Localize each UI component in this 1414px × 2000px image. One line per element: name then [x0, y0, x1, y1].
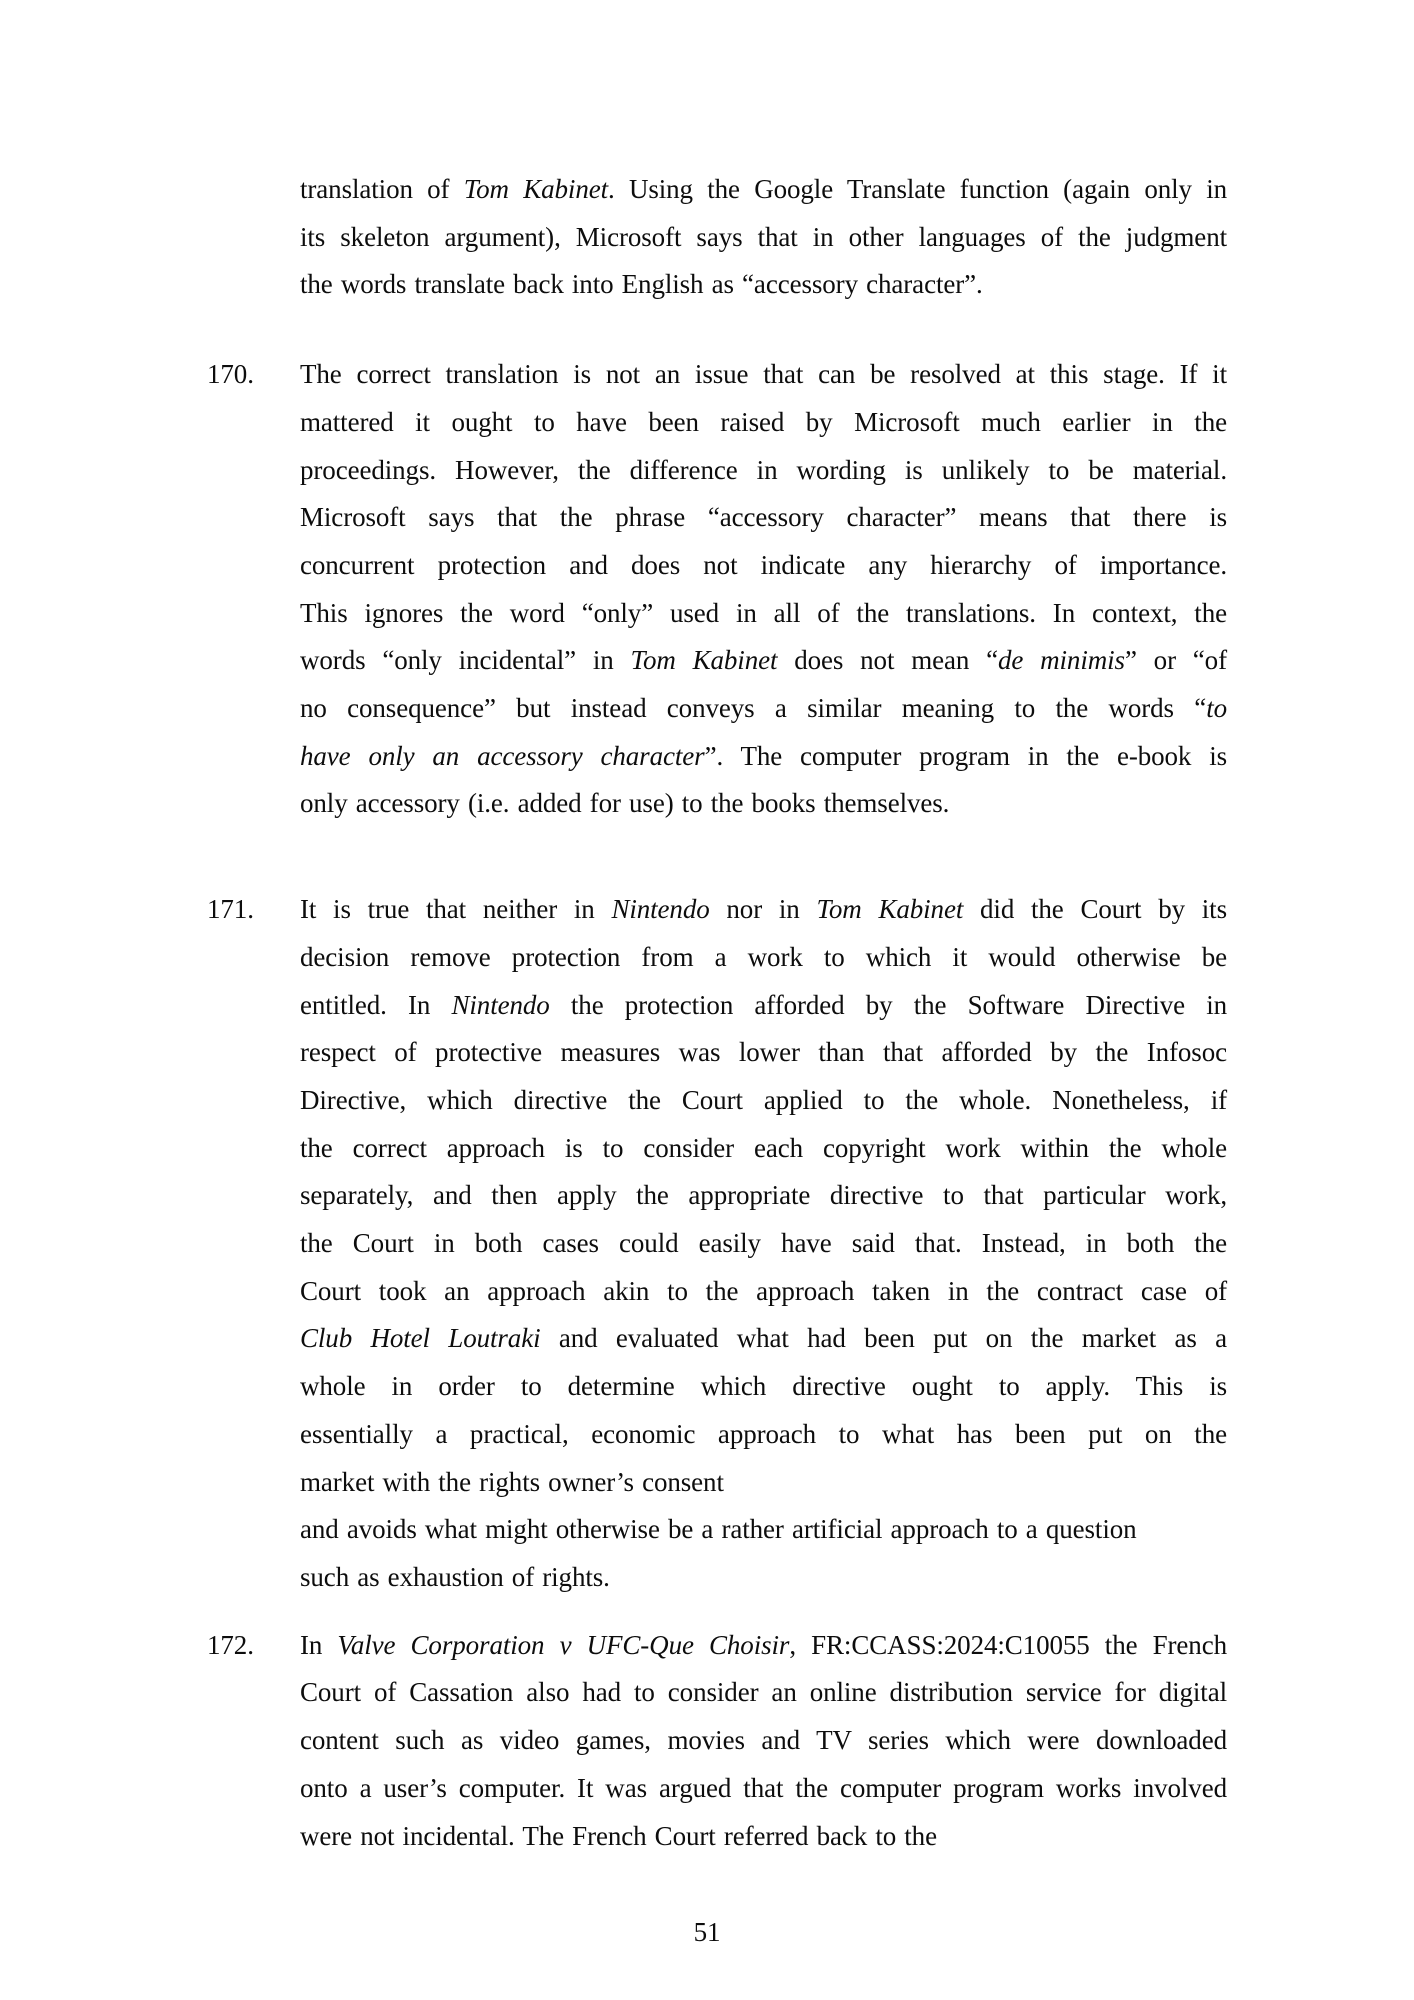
text-line [300, 1268, 1227, 1316]
text-line [300, 733, 1227, 781]
text-run: , FR:CCASS:2024:C10055 the French [789, 1629, 1227, 1660]
italic-case-name: Tom Kabinet [816, 894, 964, 925]
text-run: did the Court by its [963, 894, 1227, 925]
paragraph-number: 171. [207, 894, 254, 925]
text-line [300, 214, 1227, 262]
page-number: 51 [693, 1917, 721, 1947]
text-run: . Using the Google Translate function (again only in [608, 174, 1227, 204]
text-run: the Court in both cases could easily have said that. Instead, in both the [300, 1228, 1227, 1259]
italic-case-name: to [1206, 693, 1227, 724]
text-line [300, 261, 1227, 309]
text-run: Court of Cassation also had to consider an online distribution service for digital [300, 1677, 1227, 1708]
text-run: This ignores the word “only” used in all of the translations. In context, the [300, 597, 1227, 628]
text-line [300, 542, 1227, 590]
text-run: does not mean “ [777, 645, 998, 676]
text-run: and avoids what might otherwise be a rather artificial approach to a question [300, 1514, 1137, 1545]
text-run: It is true that neither in [300, 894, 612, 925]
italic-case-name: de minimis [998, 645, 1125, 676]
text-line [300, 1411, 1227, 1459]
numbered-paragraph [207, 886, 1227, 1602]
text-line [300, 1363, 1227, 1411]
text-line [300, 351, 1227, 399]
italic-case-name: have only an accessory character [300, 740, 705, 771]
text-run: Microsoft says that the phrase “accessory character” means that there is [300, 502, 1227, 533]
text-run: mattered it ought to have been raised by Microsoft much earlier in the [300, 406, 1227, 437]
text-run: content such as video games, movies and TV series which were downloaded [300, 1725, 1227, 1756]
text-run: the protection afforded by the Software Directive in [549, 989, 1227, 1020]
text-line [300, 1717, 1227, 1765]
text-line [300, 447, 1227, 495]
italic-case-name: Nintendo [611, 894, 710, 925]
text-line [300, 982, 1227, 1030]
text-line [300, 1554, 1227, 1602]
italic-case-name: Valve Corporation v UFC-Que Choisir [337, 1629, 790, 1660]
paragraph-number: 172. [207, 1629, 254, 1660]
text-run: the words translate back into English as “accessory character”. [300, 269, 983, 300]
text-line [300, 685, 1227, 733]
text-line [300, 1506, 1227, 1554]
text-line [300, 1813, 1227, 1861]
text-line [300, 1459, 1227, 1507]
paragraph-number: 170. [207, 359, 254, 390]
text-run: such as exhaustion of rights. [300, 1561, 610, 1592]
italic-case-name: Club Hotel Loutraki [300, 1323, 541, 1354]
text-run: respect of protective measures was lower than that afforded by the Infosoc [300, 1037, 1227, 1068]
text-run: were not incidental. The French Court referred back to the [300, 1820, 937, 1851]
text-run: ” or “of [1124, 645, 1227, 676]
italic-case-name: Tom Kabinet [463, 174, 609, 204]
text-line [300, 1669, 1227, 1717]
text-line [300, 886, 1227, 934]
text-line [300, 1622, 1227, 1670]
text-line [300, 637, 1227, 685]
text-run: decision remove protection from a work to which it would otherwise be [300, 941, 1227, 972]
text-run: translation of [300, 174, 464, 204]
text-run: words “only incidental” in [300, 645, 631, 676]
text-run: In [300, 1629, 338, 1660]
page-footer [0, 1909, 1414, 1957]
text-run: Directive, which directive the Court applied to the whole. Nonetheless, if [300, 1084, 1227, 1115]
text-run: ”. The computer program in the e-book is [704, 740, 1228, 771]
text-line [300, 1077, 1227, 1125]
numbered-paragraph [207, 351, 1227, 828]
paragraph-body [300, 1622, 1227, 1861]
text-run: no consequence” but instead conveys a similar meaning to the words “ [300, 693, 1207, 724]
text-run: proceedings. However, the difference in wording is unlikely to be material. [300, 454, 1227, 485]
text-run: onto a user’s computer. It was argued that the computer program works involved [300, 1772, 1227, 1803]
text-line [300, 1172, 1227, 1220]
text-line [300, 494, 1227, 542]
text-run: only accessory (i.e. added for use) to the books themselves. [300, 788, 950, 819]
text-line [300, 590, 1227, 638]
text-run: entitled. In [300, 989, 452, 1020]
text-run: and evaluated what had been put on the market as a [540, 1323, 1227, 1354]
text-run: the correct approach is to consider each copyright work within the whole [300, 1132, 1227, 1163]
paragraph-body [300, 351, 1227, 828]
text-run: nor in [709, 894, 817, 925]
text-run: Court took an approach akin to the approach taken in the contract case of [300, 1275, 1227, 1306]
text-run: concurrent protection and does not indicate any hierarchy of importance. [300, 549, 1227, 580]
italic-case-name: Tom Kabinet [630, 645, 778, 676]
paragraph-body [300, 166, 1227, 309]
text-run: separately, and then apply the appropriate directive to that particular work, [300, 1180, 1227, 1211]
paragraph-body [300, 886, 1227, 1602]
text-line [300, 1220, 1227, 1268]
text-run: its skeleton argument), Microsoft says that in other languages of the judgment [300, 221, 1227, 252]
text-line [300, 1125, 1227, 1173]
text-line [300, 780, 1227, 828]
text-line [300, 1029, 1227, 1077]
text-line [300, 166, 1227, 214]
text-run: market with the rights owner’s consent [300, 1466, 724, 1497]
continuation-paragraph [207, 166, 1227, 309]
numbered-paragraph [207, 1622, 1227, 1861]
text-run: whole in order to determine which directive ought to apply. This is [300, 1371, 1227, 1402]
text-line [300, 1315, 1227, 1363]
text-line [300, 934, 1227, 982]
text-line [300, 399, 1227, 447]
text-line [300, 1765, 1227, 1813]
italic-case-name: Nintendo [451, 989, 550, 1020]
text-run: essentially a practical, economic approach to what has been put on the [300, 1418, 1227, 1449]
text-run: The correct translation is not an issue that can be resolved at this stage. If it [300, 359, 1227, 390]
